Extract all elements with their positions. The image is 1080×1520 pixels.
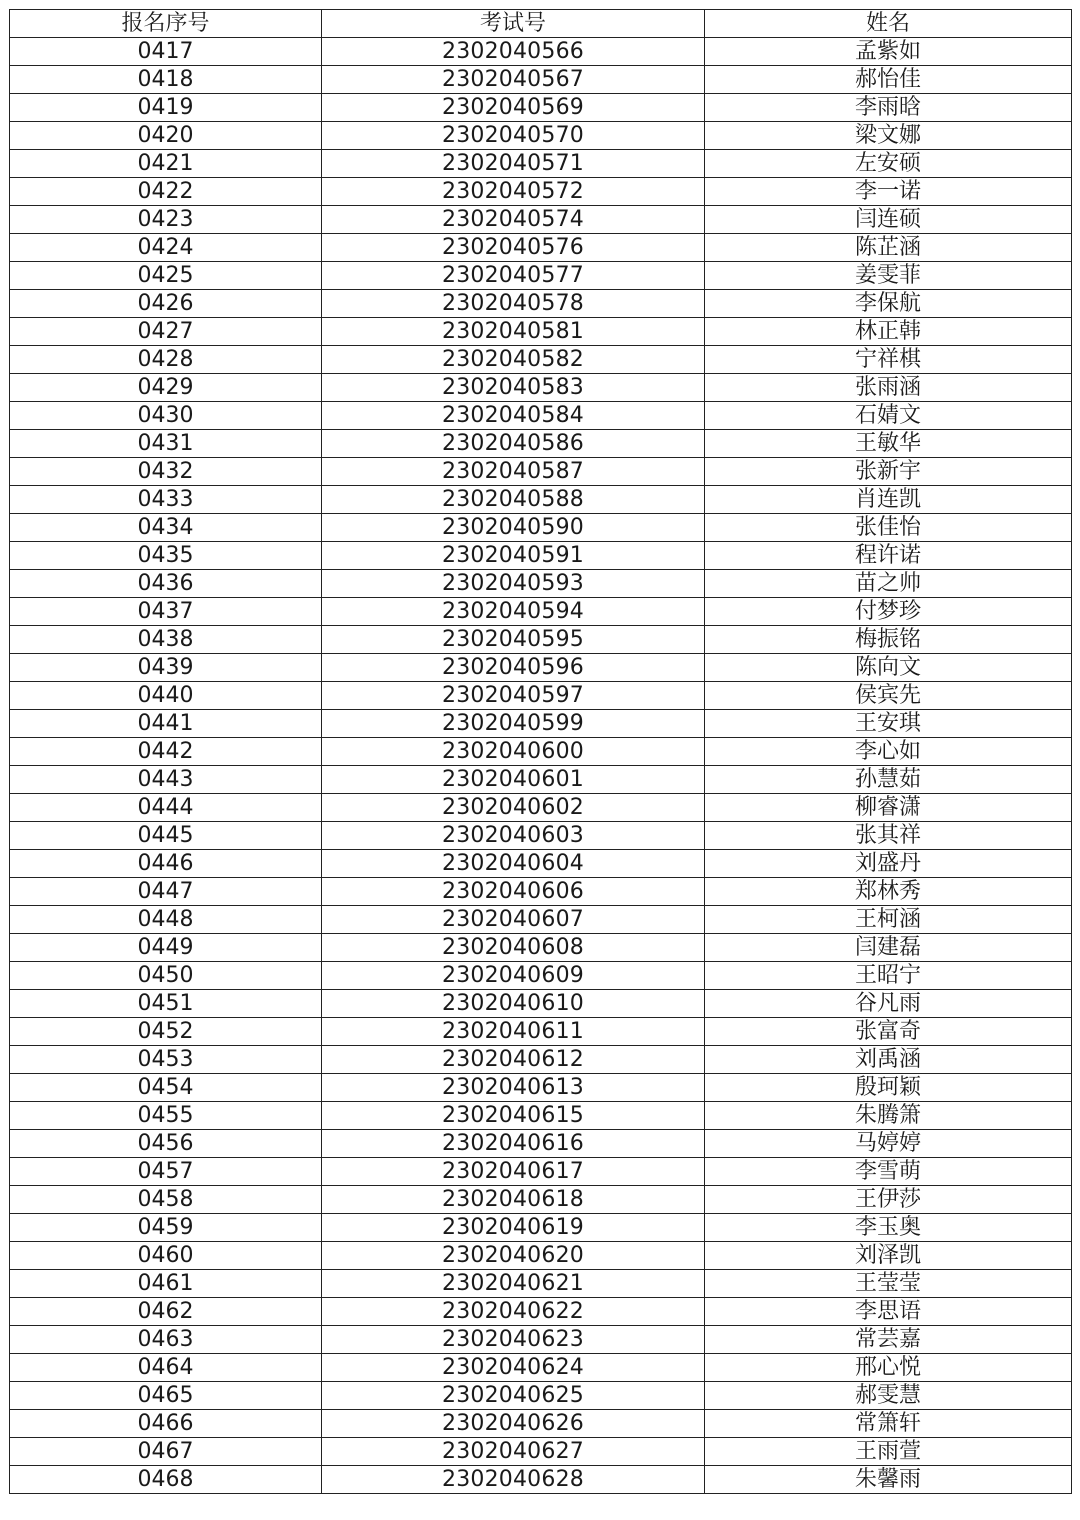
cell-name: 张佳怡 [705, 514, 1072, 542]
cell-registration-number: 0432 [10, 458, 322, 486]
cell-registration-number: 0423 [10, 206, 322, 234]
cell-exam-number: 2302040590 [322, 514, 705, 542]
cell-exam-number: 2302040618 [322, 1186, 705, 1214]
table-row [10, 990, 1072, 1018]
table-row [10, 1410, 1072, 1438]
table-row [10, 1326, 1072, 1354]
cell-name: 闫连硕 [705, 206, 1072, 234]
cell-name: 常箫轩 [705, 1410, 1072, 1438]
cell-exam-number: 2302040604 [322, 850, 705, 878]
cell-exam-number: 2302040619 [322, 1214, 705, 1242]
cell-exam-number: 2302040599 [322, 710, 705, 738]
cell-exam-number: 2302040623 [322, 1326, 705, 1354]
cell-name: 张新宇 [705, 458, 1072, 486]
cell-name: 侯宾先 [705, 682, 1072, 710]
cell-registration-number: 0433 [10, 486, 322, 514]
cell-name: 谷凡雨 [705, 990, 1072, 1018]
table-row [10, 738, 1072, 766]
cell-exam-number: 2302040586 [322, 430, 705, 458]
cell-name: 朱馨雨 [705, 1466, 1072, 1494]
cell-exam-number: 2302040620 [322, 1242, 705, 1270]
table-row [10, 346, 1072, 374]
table-row [10, 1466, 1072, 1494]
cell-registration-number: 0419 [10, 94, 322, 122]
table-row [10, 794, 1072, 822]
cell-exam-number: 2302040617 [322, 1158, 705, 1186]
cell-registration-number: 0454 [10, 1074, 322, 1102]
cell-name: 马婷婷 [705, 1130, 1072, 1158]
cell-exam-number: 2302040591 [322, 542, 705, 570]
cell-registration-number: 0447 [10, 878, 322, 906]
table-row [10, 1214, 1072, 1242]
cell-exam-number: 2302040578 [322, 290, 705, 318]
cell-exam-number: 2302040584 [322, 402, 705, 430]
cell-exam-number: 2302040566 [322, 38, 705, 66]
cell-name: 李心如 [705, 738, 1072, 766]
cell-name: 王雨萱 [705, 1438, 1072, 1466]
cell-exam-number: 2302040572 [322, 178, 705, 206]
cell-name: 石婧文 [705, 402, 1072, 430]
table-row [10, 1186, 1072, 1214]
table-row [10, 822, 1072, 850]
cell-registration-number: 0426 [10, 290, 322, 318]
cell-exam-number: 2302040608 [322, 934, 705, 962]
cell-exam-number: 2302040601 [322, 766, 705, 794]
table-row [10, 962, 1072, 990]
table-row [10, 1298, 1072, 1326]
cell-exam-number: 2302040596 [322, 654, 705, 682]
cell-registration-number: 0446 [10, 850, 322, 878]
cell-registration-number: 0422 [10, 178, 322, 206]
cell-registration-number: 0417 [10, 38, 322, 66]
cell-registration-number: 0437 [10, 598, 322, 626]
cell-registration-number: 0420 [10, 122, 322, 150]
roster-sheet [9, 9, 1071, 1494]
cell-name: 梁文娜 [705, 122, 1072, 150]
cell-name: 李思语 [705, 1298, 1072, 1326]
table-row [10, 878, 1072, 906]
cell-name: 陈向文 [705, 654, 1072, 682]
cell-registration-number: 0431 [10, 430, 322, 458]
cell-registration-number: 0438 [10, 626, 322, 654]
cell-name: 王敏华 [705, 430, 1072, 458]
table-row [10, 514, 1072, 542]
table-row [10, 38, 1072, 66]
cell-registration-number: 0453 [10, 1046, 322, 1074]
table-row [10, 122, 1072, 150]
cell-exam-number: 2302040583 [322, 374, 705, 402]
cell-exam-number: 2302040571 [322, 150, 705, 178]
cell-exam-number: 2302040627 [322, 1438, 705, 1466]
cell-registration-number: 0462 [10, 1298, 322, 1326]
cell-name: 姜雯菲 [705, 262, 1072, 290]
cell-exam-number: 2302040597 [322, 682, 705, 710]
cell-name: 闫建磊 [705, 934, 1072, 962]
table-row [10, 178, 1072, 206]
cell-name: 孟紫如 [705, 38, 1072, 66]
cell-registration-number: 0441 [10, 710, 322, 738]
cell-registration-number: 0467 [10, 1438, 322, 1466]
roster-table [9, 9, 1072, 1494]
cell-name: 王柯涵 [705, 906, 1072, 934]
cell-registration-number: 0428 [10, 346, 322, 374]
table-row [10, 1158, 1072, 1186]
cell-registration-number: 0430 [10, 402, 322, 430]
cell-name: 程许诺 [705, 542, 1072, 570]
table-row [10, 402, 1072, 430]
cell-registration-number: 0468 [10, 1466, 322, 1494]
cell-registration-number: 0435 [10, 542, 322, 570]
table-row [10, 1130, 1072, 1158]
cell-name: 王安琪 [705, 710, 1072, 738]
table-row [10, 486, 1072, 514]
cell-registration-number: 0459 [10, 1214, 322, 1242]
cell-name: 陈芷涵 [705, 234, 1072, 262]
table-row [10, 150, 1072, 178]
cell-name: 刘禹涵 [705, 1046, 1072, 1074]
cell-registration-number: 0439 [10, 654, 322, 682]
cell-registration-number: 0434 [10, 514, 322, 542]
cell-exam-number: 2302040607 [322, 906, 705, 934]
cell-exam-number: 2302040570 [322, 122, 705, 150]
cell-registration-number: 0425 [10, 262, 322, 290]
cell-registration-number: 0458 [10, 1186, 322, 1214]
table-row [10, 290, 1072, 318]
table-row [10, 374, 1072, 402]
cell-registration-number: 0440 [10, 682, 322, 710]
cell-exam-number: 2302040603 [322, 822, 705, 850]
cell-registration-number: 0451 [10, 990, 322, 1018]
cell-exam-number: 2302040582 [322, 346, 705, 374]
cell-registration-number: 0466 [10, 1410, 322, 1438]
table-row [10, 318, 1072, 346]
cell-registration-number: 0418 [10, 66, 322, 94]
table-row [10, 458, 1072, 486]
cell-registration-number: 0448 [10, 906, 322, 934]
cell-name: 张雨涵 [705, 374, 1072, 402]
table-row [10, 570, 1072, 598]
table-row [10, 850, 1072, 878]
table-row [10, 1102, 1072, 1130]
table-row [10, 934, 1072, 962]
table-row [10, 626, 1072, 654]
cell-name: 宁祥棋 [705, 346, 1072, 374]
cell-exam-number: 2302040625 [322, 1382, 705, 1410]
cell-exam-number: 2302040577 [322, 262, 705, 290]
cell-name: 王莹莹 [705, 1270, 1072, 1298]
cell-exam-number: 2302040626 [322, 1410, 705, 1438]
cell-name: 梅振铭 [705, 626, 1072, 654]
cell-exam-number: 2302040606 [322, 878, 705, 906]
cell-registration-number: 0442 [10, 738, 322, 766]
cell-exam-number: 2302040569 [322, 94, 705, 122]
cell-name: 张富奇 [705, 1018, 1072, 1046]
cell-name: 苗之帅 [705, 570, 1072, 598]
cell-name: 张其祥 [705, 822, 1072, 850]
cell-name: 郝怡佳 [705, 66, 1072, 94]
table-row [10, 1074, 1072, 1102]
cell-name: 殷珂颖 [705, 1074, 1072, 1102]
cell-name: 郝雯慧 [705, 1382, 1072, 1410]
cell-exam-number: 2302040595 [322, 626, 705, 654]
cell-registration-number: 0465 [10, 1382, 322, 1410]
table-row [10, 234, 1072, 262]
cell-name: 左安硕 [705, 150, 1072, 178]
cell-exam-number: 2302040612 [322, 1046, 705, 1074]
cell-exam-number: 2302040610 [322, 990, 705, 1018]
cell-name: 李雨晗 [705, 94, 1072, 122]
cell-registration-number: 0456 [10, 1130, 322, 1158]
cell-name: 林正韩 [705, 318, 1072, 346]
table-row [10, 1382, 1072, 1410]
cell-exam-number: 2302040609 [322, 962, 705, 990]
cell-exam-number: 2302040567 [322, 66, 705, 94]
cell-exam-number: 2302040593 [322, 570, 705, 598]
cell-name: 肖连凯 [705, 486, 1072, 514]
table-row [10, 766, 1072, 794]
cell-name: 李保航 [705, 290, 1072, 318]
table-row [10, 66, 1072, 94]
cell-name: 常芸嘉 [705, 1326, 1072, 1354]
cell-registration-number: 0449 [10, 934, 322, 962]
table-row [10, 1046, 1072, 1074]
cell-exam-number: 2302040594 [322, 598, 705, 626]
cell-registration-number: 0463 [10, 1326, 322, 1354]
cell-exam-number: 2302040616 [322, 1130, 705, 1158]
cell-name: 王昭宁 [705, 962, 1072, 990]
cell-registration-number: 0464 [10, 1354, 322, 1382]
cell-exam-number: 2302040624 [322, 1354, 705, 1382]
cell-exam-number: 2302040574 [322, 206, 705, 234]
table-row [10, 1018, 1072, 1046]
cell-registration-number: 0436 [10, 570, 322, 598]
table-row [10, 1270, 1072, 1298]
cell-name: 李一诺 [705, 178, 1072, 206]
cell-registration-number: 0461 [10, 1270, 322, 1298]
cell-registration-number: 0424 [10, 234, 322, 262]
cell-registration-number: 0427 [10, 318, 322, 346]
table-row [10, 598, 1072, 626]
roster-body [10, 38, 1072, 1494]
cell-registration-number: 0429 [10, 374, 322, 402]
table-row [10, 1242, 1072, 1270]
table-row [10, 542, 1072, 570]
cell-registration-number: 0457 [10, 1158, 322, 1186]
cell-exam-number: 2302040611 [322, 1018, 705, 1046]
table-row [10, 206, 1072, 234]
cell-name: 朱腾箫 [705, 1102, 1072, 1130]
cell-registration-number: 0443 [10, 766, 322, 794]
cell-exam-number: 2302040588 [322, 486, 705, 514]
table-row [10, 682, 1072, 710]
cell-name: 刘泽凯 [705, 1242, 1072, 1270]
table-row [10, 262, 1072, 290]
cell-exam-number: 2302040602 [322, 794, 705, 822]
cell-name: 李玉奥 [705, 1214, 1072, 1242]
cell-exam-number: 2302040621 [322, 1270, 705, 1298]
cell-exam-number: 2302040622 [322, 1298, 705, 1326]
cell-exam-number: 2302040576 [322, 234, 705, 262]
cell-registration-number: 0444 [10, 794, 322, 822]
header-name: 姓名 [705, 10, 1072, 38]
cell-registration-number: 0450 [10, 962, 322, 990]
cell-name: 柳睿潇 [705, 794, 1072, 822]
cell-name: 刘盛丹 [705, 850, 1072, 878]
cell-exam-number: 2302040587 [322, 458, 705, 486]
cell-exam-number: 2302040581 [322, 318, 705, 346]
cell-name: 王伊莎 [705, 1186, 1072, 1214]
header-registration-number: 报名序号 [10, 10, 322, 38]
cell-registration-number: 0455 [10, 1102, 322, 1130]
table-row [10, 1438, 1072, 1466]
header-row [10, 10, 1072, 38]
cell-exam-number: 2302040628 [322, 1466, 705, 1494]
cell-exam-number: 2302040615 [322, 1102, 705, 1130]
cell-registration-number: 0460 [10, 1242, 322, 1270]
cell-name: 付梦珍 [705, 598, 1072, 626]
header-exam-number: 考试号 [322, 10, 705, 38]
table-row [10, 94, 1072, 122]
cell-registration-number: 0452 [10, 1018, 322, 1046]
table-row [10, 430, 1072, 458]
table-row [10, 1354, 1072, 1382]
cell-name: 孙慧茹 [705, 766, 1072, 794]
cell-exam-number: 2302040600 [322, 738, 705, 766]
table-row [10, 654, 1072, 682]
cell-registration-number: 0445 [10, 822, 322, 850]
table-row [10, 906, 1072, 934]
cell-registration-number: 0421 [10, 150, 322, 178]
cell-exam-number: 2302040613 [322, 1074, 705, 1102]
cell-name: 郑林秀 [705, 878, 1072, 906]
cell-name: 邢心悦 [705, 1354, 1072, 1382]
cell-name: 李雪萌 [705, 1158, 1072, 1186]
table-row [10, 710, 1072, 738]
